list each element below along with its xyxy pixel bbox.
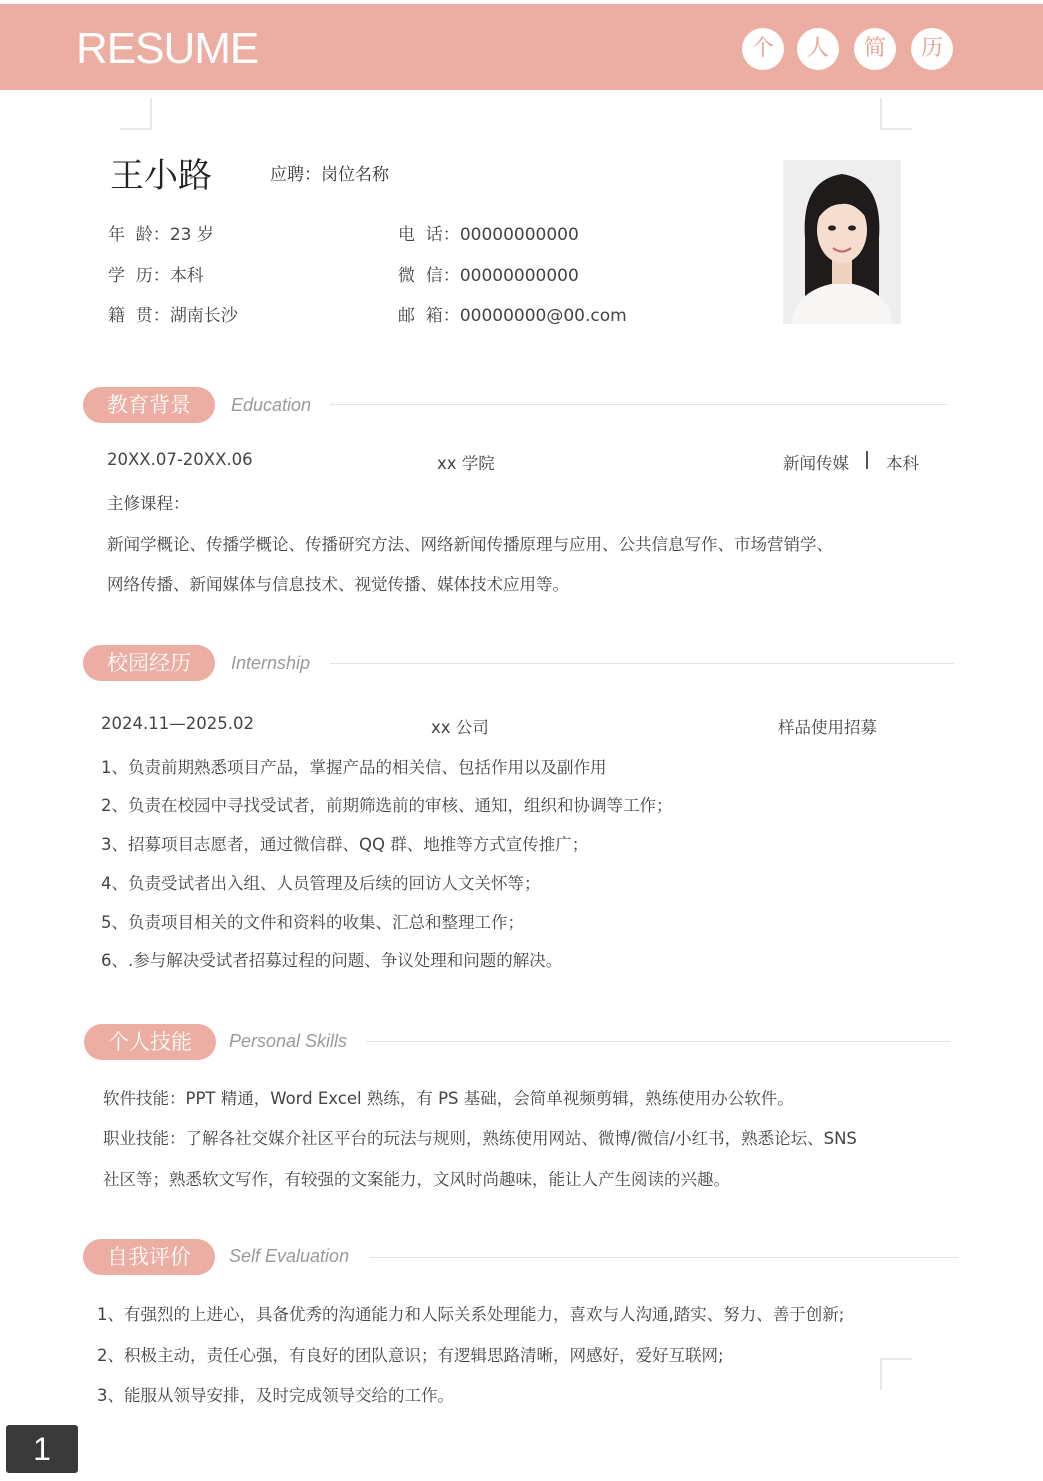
info-wechat [398,261,579,286]
info-label: 年 龄： [108,225,170,245]
page-number-badge: 1 [6,1425,78,1473]
info-label: 邮 箱： [398,306,460,326]
corner-decoration-bottom-right [880,1358,912,1390]
info-value: 00000000000 [459,266,579,286]
header-bar [0,4,1043,90]
section-campus-en: Internship [231,653,311,673]
portrait-illustration [783,160,901,324]
info-label: 学 历： [108,266,170,286]
section-skills-badge: 个人技能 [84,1024,216,1060]
campus-item: 2、负责在校园中寻找受试者，前期筛选前的审核、通知，组织和协调等工作； [101,796,673,815]
campus-item: 6、.参与解决受试者招募过程的问题、争议处理和问题的解决。 [101,951,563,970]
education-degree: 本科 [886,454,919,473]
campus-company: xx 公司 [431,718,489,737]
section-divider [370,1257,958,1258]
info-value: 湖南长沙 [169,306,238,326]
campus-item: 4、负责受试者出入组、人员管理及后续的回访人文关怀等； [101,874,541,893]
education-school: xx 学院 [437,454,495,473]
section-self-eval-badge: 自我评价 [83,1239,215,1275]
info-email [398,301,627,326]
section-self-eval-en: Self Evaluation [229,1246,350,1266]
campus-item: 1、负责前期熟悉项目产品，掌握产品的相关信、包括作用以及副作用 [101,758,607,777]
info-label: 电 话： [398,225,460,245]
campus-date: 2024.11—2025.02 [101,714,254,733]
info-value: 23 岁 [169,225,214,245]
resume-title: RESUME [76,24,259,73]
info-hometown [108,301,238,326]
skills-professional: 职业技能：了解各社交媒介社区平台的玩法与规则，熟练使用网站、微博/微信/小红书，熟悉论坛、SNS [103,1129,857,1148]
info-age [108,220,214,245]
corner-decoration-top-right [880,98,912,130]
info-label: 微 信： [398,266,460,286]
separator-bar [866,451,868,469]
courses-line-1: 新闻学概论、传播学概论、传播研究方法、网络新闻传播原理与应用、公共信息写作、市场营销学、 [107,535,833,554]
section-divider [330,663,954,664]
header-circle-1: 个 [742,28,784,70]
job-applied: 应聘：岗位名称 [270,165,389,185]
header-circle-3: 简 [854,28,896,70]
courses-label: 主修课程： [107,494,190,513]
info-value: 本科 [169,266,204,286]
corner-decoration-top-left [120,98,152,130]
self-eval-item: 1、有强烈的上进心，具备优秀的沟通能力和人际关系处理能力，喜欢与人沟通,踏实、努力、善于创新; [97,1305,845,1324]
self-eval-item: 2、积极主动，责任心强，有良好的团队意识；有逻辑思路清晰，网感好，爱好互联网; [97,1346,724,1365]
section-divider [330,404,948,405]
campus-role: 样品使用招募 [778,718,877,737]
section-skills-en: Personal Skills [229,1031,348,1051]
info-label: 籍 贯： [108,306,170,326]
section-education-badge: 教育背景 [83,387,215,423]
skills-software: 软件技能：PPT 精通，Word Excel 熟练，有 PS 基础，会简单视频剪辑，熟练使用办公软件。 [103,1089,794,1108]
avatar [783,160,901,324]
education-date: 20XX.07-20XX.06 [107,450,253,469]
courses-line-2: 网络传播、新闻媒体与信息技术、视觉传播、媒体技术应用等。 [107,575,569,594]
self-eval-item: 3、能服从领导安排，及时完成领导交给的工作。 [97,1386,454,1405]
section-education-en: Education [231,395,312,415]
info-value: 00000000000 [459,225,579,245]
section-campus-badge: 校园经历 [83,645,215,681]
campus-item: 5、负责项目相关的文件和资料的收集、汇总和整理工作； [101,913,524,932]
skills-professional-cont: 社区等；熟悉软文写作，有较强的文案能力，文风时尚趣味，能让人产生阅读的兴趣。 [103,1170,730,1189]
education-major: 新闻传媒 [783,454,849,473]
info-value: 00000000@00.com [459,306,627,326]
header-circle-4: 历 [911,28,953,70]
campus-item: 3、招募项目志愿者，通过微信群、QQ 群、地推等方式宣传推广； [101,835,589,854]
candidate-name: 王小路 [110,156,212,196]
info-phone [398,220,579,245]
section-divider [366,1041,950,1042]
header-circle-2: 人 [797,28,839,70]
info-education [108,261,204,286]
